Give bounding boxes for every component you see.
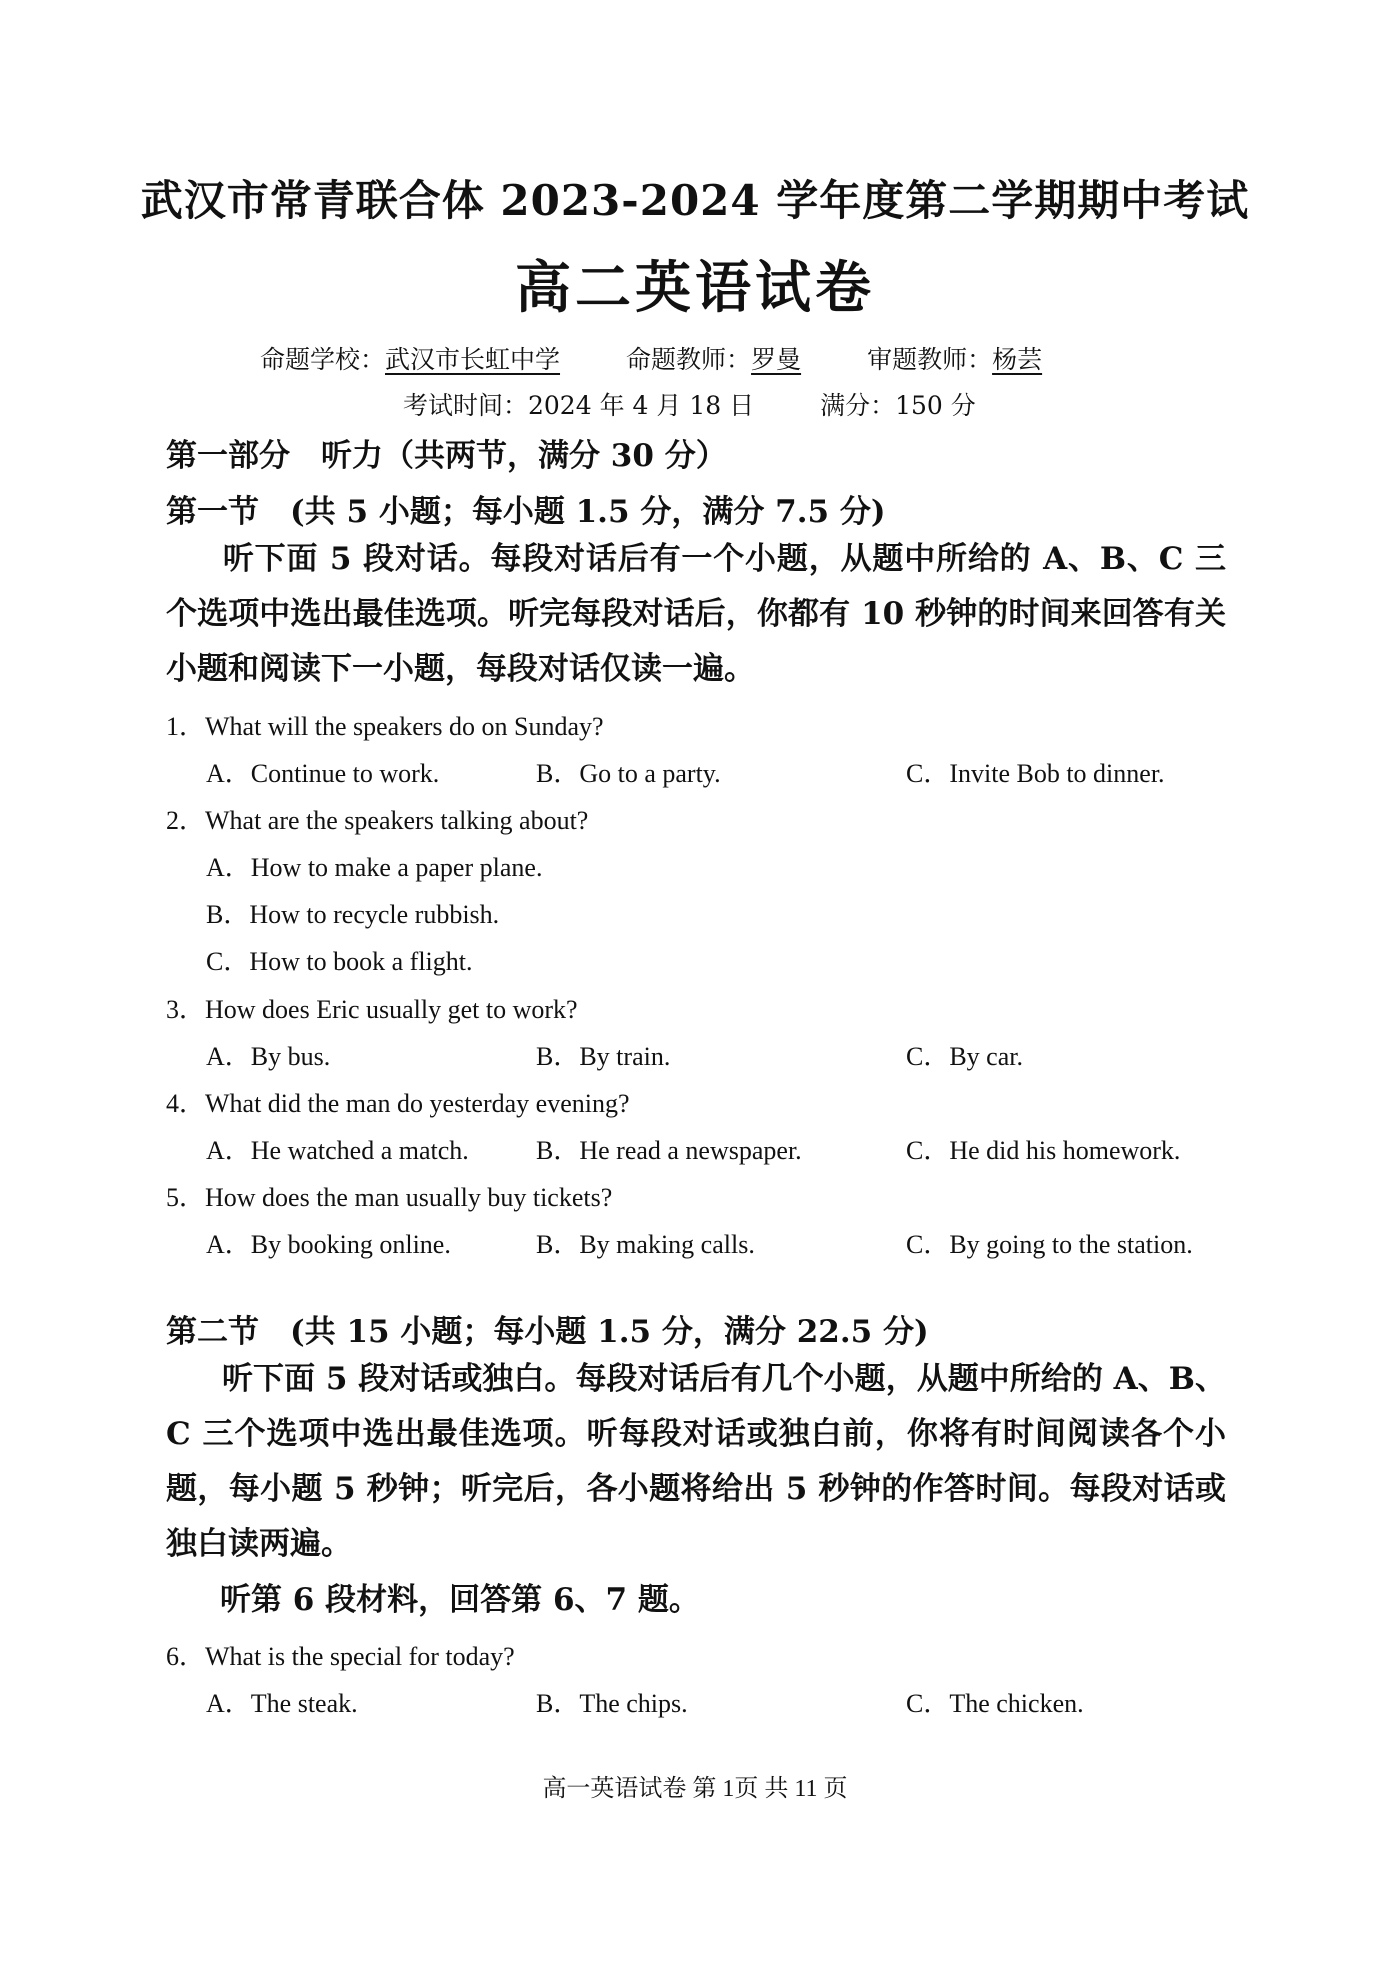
q2-option-b: B．How to recycle rubbish. [206, 900, 500, 929]
section2-instructions [166, 1352, 1226, 1572]
section1-instructions-text: 听下面 5 段对话。每段对话后有一个小题，从题中所给的 A、B、C 三个选项中选出最佳选项。听完每段对话后，你都有 10 秒钟的时间来回答有关小题和阅读下一小题，每段对话仅读一遍。 [166, 541, 1226, 687]
q2-option-a: A．How to make a paper plane. [206, 853, 543, 882]
section1-instructions [166, 532, 1226, 697]
q5-option-c: C．By going to the station. [906, 1230, 1193, 1259]
question-5: 5．How does the man usually buy tickets? [166, 1183, 613, 1212]
q4-option-b: B．He read a newspaper. [536, 1136, 802, 1165]
section2-heading: 第二节 (共 15 小题；每小题 1.5 分，满分 22.5 分) [166, 1314, 929, 1350]
question-2: 2．What are the speakers talking about? [166, 806, 589, 835]
q4-option-a: A．He watched a match. [206, 1136, 469, 1165]
exam-date: 考试时间：2024 年 4 月 18 日 [403, 391, 755, 420]
material-note: 听第 6 段材料，回答第 6、7 题。 [220, 1582, 700, 1618]
school-name: 武汉市长虹中学 [385, 345, 561, 374]
section1-heading: 第一节 (共 5 小题；每小题 1.5 分，满分 7.5 分) [166, 494, 886, 530]
reviewer-label: 审题教师： [867, 345, 993, 374]
page-footer: 高一英语试卷 第 1页 共 11 页 [542, 1776, 848, 1802]
q3-option-a: A．By bus. [206, 1042, 331, 1071]
q6-option-b: B．The chips. [536, 1689, 688, 1718]
part1-heading: 第一部分 听力（共两节，满分 30 分） [166, 438, 727, 474]
reviewer-name: 杨芸 [992, 345, 1043, 374]
exam-score: 满分：150 分 [820, 391, 976, 420]
q1-option-b: B．Go to a party. [536, 759, 721, 788]
question-6: 6．What is the special for today? [166, 1642, 515, 1671]
setter-name: 罗曼 [751, 345, 802, 374]
exam-info [403, 386, 976, 422]
setter-label: 命题教师： [626, 345, 752, 374]
question-4: 4．What did the man do yesterday evening? [166, 1089, 630, 1118]
q5-option-a: A．By booking online. [206, 1230, 451, 1259]
exam-subtitle: 高二英语试卷 [515, 255, 875, 321]
q5-option-b: B．By making calls. [536, 1230, 755, 1259]
q4-option-c: C．He did his homework. [906, 1136, 1181, 1165]
exam-authors [260, 340, 1042, 376]
q3-option-b: B．By train. [536, 1042, 671, 1071]
school-label: 命题学校： [260, 345, 386, 374]
q1-option-c: C．Invite Bob to dinner. [906, 759, 1165, 788]
q3-option-c: C．By car. [906, 1042, 1023, 1071]
q6-option-c: C．The chicken. [906, 1689, 1084, 1718]
q2-option-c: C．How to book a flight. [206, 947, 473, 976]
question-1: 1．What will the speakers do on Sunday? [166, 712, 604, 741]
section2-instructions-text: 听下面 5 段对话或独白。每段对话后有几个小题，从题中所给的 A、B、C 三个选项中选出最佳选项。听每段对话或独白前，你将有时间阅读各个小题，每小题 5 秒钟；听完后，各小题将给出 5 秒钟的作答时间。每段对话或独白读两遍。 [166, 1361, 1226, 1562]
exam-title: 武汉市常青联合体 2023-2024 学年度第二学期期中考试 [140, 176, 1250, 225]
q1-option-a: A．Continue to work. [206, 759, 440, 788]
question-3: 3．How does Eric usually get to work? [166, 995, 578, 1024]
q6-option-a: A．The steak. [206, 1689, 358, 1718]
